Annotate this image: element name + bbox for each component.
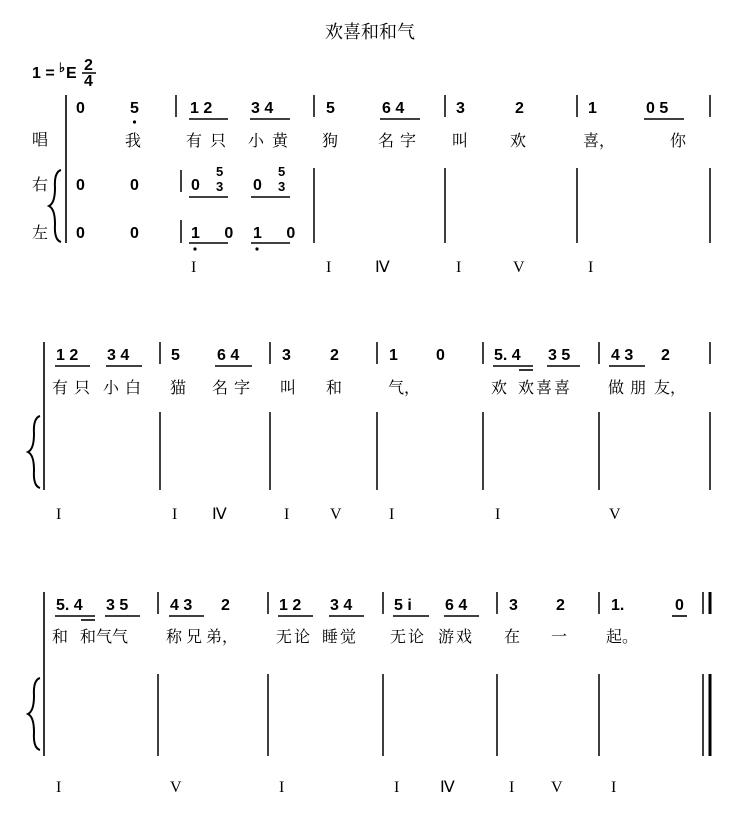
lyric: 小白 [103, 378, 148, 397]
lyric: 和气气 [80, 627, 129, 646]
note: 3 4 [330, 597, 353, 614]
note: 3 5 [106, 597, 129, 614]
system-3 [28, 592, 710, 796]
chord: V [551, 779, 563, 796]
chord: I [588, 259, 594, 276]
chord: I [284, 506, 290, 523]
chord: I [495, 506, 501, 523]
chord: V [330, 506, 342, 523]
lyric: 名字 [212, 378, 257, 397]
lyric: 友， [654, 378, 687, 397]
note: 3 5 [548, 347, 571, 364]
lyric: 起。 [606, 627, 639, 646]
note: 0 [130, 177, 139, 194]
lyric: 叫 [452, 131, 469, 150]
chord: I [56, 506, 62, 523]
note: 2 [515, 100, 524, 117]
lyric: 我 [125, 131, 142, 150]
part-label-right: 右 [32, 175, 49, 194]
lyric: 名字 [378, 131, 423, 150]
lyric: 睡觉 [322, 627, 359, 646]
note: 5 [278, 164, 286, 179]
note: 1 0 [191, 225, 244, 242]
note: 2 [330, 347, 339, 364]
lyric: 和 [52, 627, 69, 646]
lyric: 你 [670, 131, 687, 150]
note: 2 [221, 597, 230, 614]
chord: V [609, 506, 621, 523]
note: 6 4 [382, 100, 405, 117]
note: 3 [509, 597, 518, 614]
lyric: 在 [504, 627, 521, 646]
note: 1 [588, 100, 597, 117]
chord: I [509, 779, 515, 796]
part-label-left: 左 [32, 223, 49, 242]
note: 3 [216, 179, 224, 194]
key-signature [32, 57, 96, 90]
chord: I [394, 779, 400, 796]
lyric: 弟， [206, 627, 239, 646]
chord: I [56, 779, 62, 796]
key-note: E [66, 65, 77, 82]
chord: V [513, 259, 525, 276]
chord: Ⅳ [375, 259, 390, 276]
note: 5 [326, 100, 335, 117]
lyric: 做朋 [608, 378, 653, 397]
note: 0 [191, 177, 200, 194]
chord: I [326, 259, 332, 276]
chord: I [389, 506, 395, 523]
system-1 [32, 95, 710, 276]
time-bottom: 4 [84, 73, 93, 90]
note: 2 [556, 597, 565, 614]
note: 0 5 [646, 100, 669, 117]
note: 0 [76, 177, 85, 194]
lyric: 小黄 [248, 131, 297, 150]
lyric: 无论 [276, 627, 313, 646]
note: 0 [76, 225, 85, 242]
note: 0 [675, 597, 684, 614]
chord: I [456, 259, 462, 276]
score-title: 欢喜和和气 [325, 22, 415, 43]
note: 5 [216, 164, 224, 179]
note: 1 2 [190, 100, 213, 117]
chord: Ⅳ [212, 506, 227, 523]
note: 6 4 [217, 347, 240, 364]
note: 6 4 [445, 597, 468, 614]
lyric: 喜， [583, 131, 616, 150]
lyric: 狗 [322, 131, 339, 150]
note: 5 [130, 100, 139, 117]
time-top: 2 [84, 57, 93, 74]
note: 5 i [394, 597, 412, 614]
note: 0 [76, 100, 85, 117]
note: 3 4 [251, 100, 274, 117]
note: 3 [282, 347, 291, 364]
note: 0 [253, 177, 262, 194]
note: 4 3 [611, 347, 634, 364]
lyric: 猫 [170, 378, 187, 397]
chord: I [279, 779, 285, 796]
note: 5. 4 [56, 597, 83, 614]
flat-symbol: ♭ [59, 60, 66, 75]
note: 1 0 [253, 225, 306, 242]
lyric: 欢 [491, 378, 508, 397]
note: 4 3 [170, 597, 193, 614]
system-2 [28, 342, 710, 523]
note: 2 [661, 347, 670, 364]
chord: I [191, 259, 197, 276]
lyric: 游戏 [438, 627, 475, 646]
note: 5 [171, 347, 180, 364]
lyric: 称兄 [166, 627, 207, 646]
lyric: 无论 [390, 627, 427, 646]
lyric: 欢 [510, 131, 527, 150]
note: 5. 4 [494, 347, 521, 364]
note: 3 [278, 179, 286, 194]
lyric: 欢喜喜 [518, 378, 573, 397]
lyric: 气， [388, 378, 421, 397]
chord: Ⅳ [440, 779, 455, 796]
lyric: 一 [551, 627, 568, 646]
chord: V [170, 779, 182, 796]
lyric: 有只 [52, 378, 97, 397]
note: 3 4 [107, 347, 130, 364]
note: 0 [130, 225, 139, 242]
note: 0 [436, 347, 445, 364]
lyric: 有只 [186, 131, 235, 150]
note: 1 2 [279, 597, 302, 614]
lyric: 叫 [280, 378, 297, 397]
chord: I [172, 506, 178, 523]
note: 1 2 [56, 347, 79, 364]
note: 1. [611, 597, 625, 614]
lyric: 和 [326, 378, 343, 397]
part-label-sing: 唱 [32, 130, 49, 149]
note: 1 [389, 347, 398, 364]
note: 3 [456, 100, 465, 117]
chord: I [611, 779, 617, 796]
key-prefix: 1 = [32, 65, 55, 82]
